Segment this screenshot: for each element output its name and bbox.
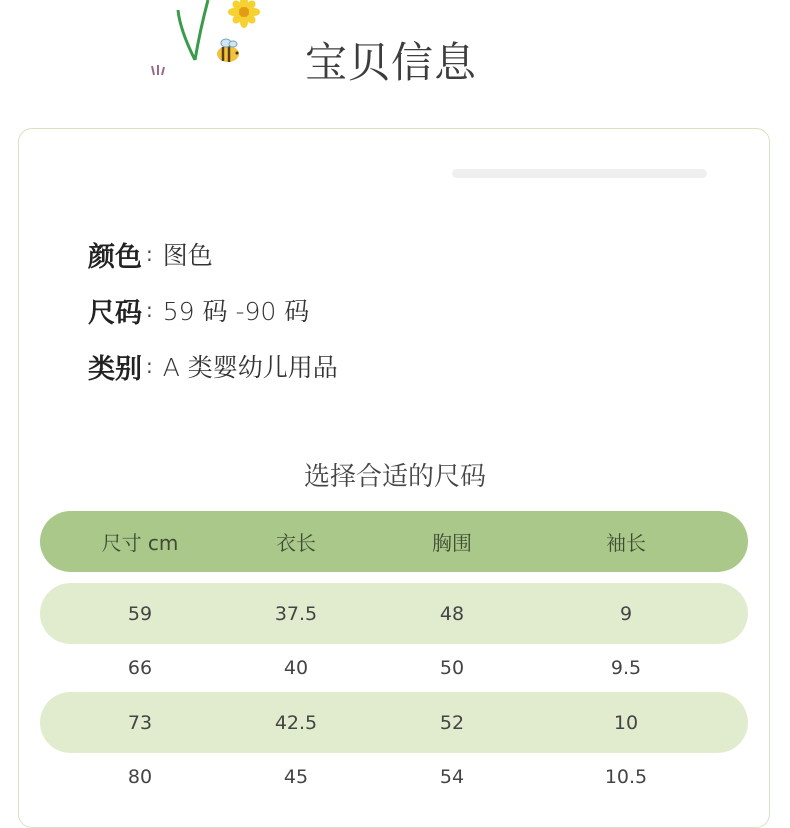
info-separator: : [146,298,153,322]
grass-icon [152,0,208,75]
info-label: 颜色 [88,241,142,273]
table-cell: 54 [439,766,465,788]
page-title: 宝贝信息 [305,38,478,87]
scrollbar-track[interactable] [452,169,707,178]
table-cell: 37.5 [274,602,318,625]
info-row-color [88,226,338,282]
header [0,0,790,110]
column-header: 尺寸 cm [101,531,179,555]
table-cell: 73 [127,711,153,734]
table-header [40,511,748,572]
table-cell: 9.5 [610,657,642,679]
column-header: 胸围 [432,531,472,555]
table-cell: 80 [127,766,153,788]
info-row-category [88,338,338,394]
size-section-title: 选择合适的尺码 [303,462,486,492]
info-value: 图色 [162,241,213,270]
info-value: A 类婴幼儿用品 [162,353,338,382]
info-separator: : [146,242,153,266]
bee-icon [217,39,239,62]
table-cell: 48 [439,602,465,625]
table-row [40,583,748,644]
table-cell: 52 [439,711,465,734]
size-table [40,511,748,801]
column-header: 袖长 [606,531,646,555]
info-row-size [88,282,338,338]
product-info [88,226,338,394]
info-separator: : [146,354,153,378]
table-cell: 45 [283,766,309,788]
table-cell: 9 [619,602,633,625]
table-row [40,692,748,753]
table-cell: 10 [613,711,639,734]
table-cell: 42.5 [274,711,318,734]
flower-bee-illustration [140,0,270,85]
table-cell: 59 [127,602,153,625]
info-value: 59 码 -90 码 [162,297,310,326]
table-cell: 50 [439,657,465,679]
column-header: 衣长 [276,531,316,555]
info-label: 尺码 [88,297,142,329]
table-row [40,644,748,692]
info-label: 类别 [88,353,142,385]
table-cell: 10.5 [604,766,648,788]
table-cell: 66 [127,657,153,679]
table-cell: 40 [283,657,309,679]
table-row [40,753,748,801]
flower-icon [228,0,260,28]
